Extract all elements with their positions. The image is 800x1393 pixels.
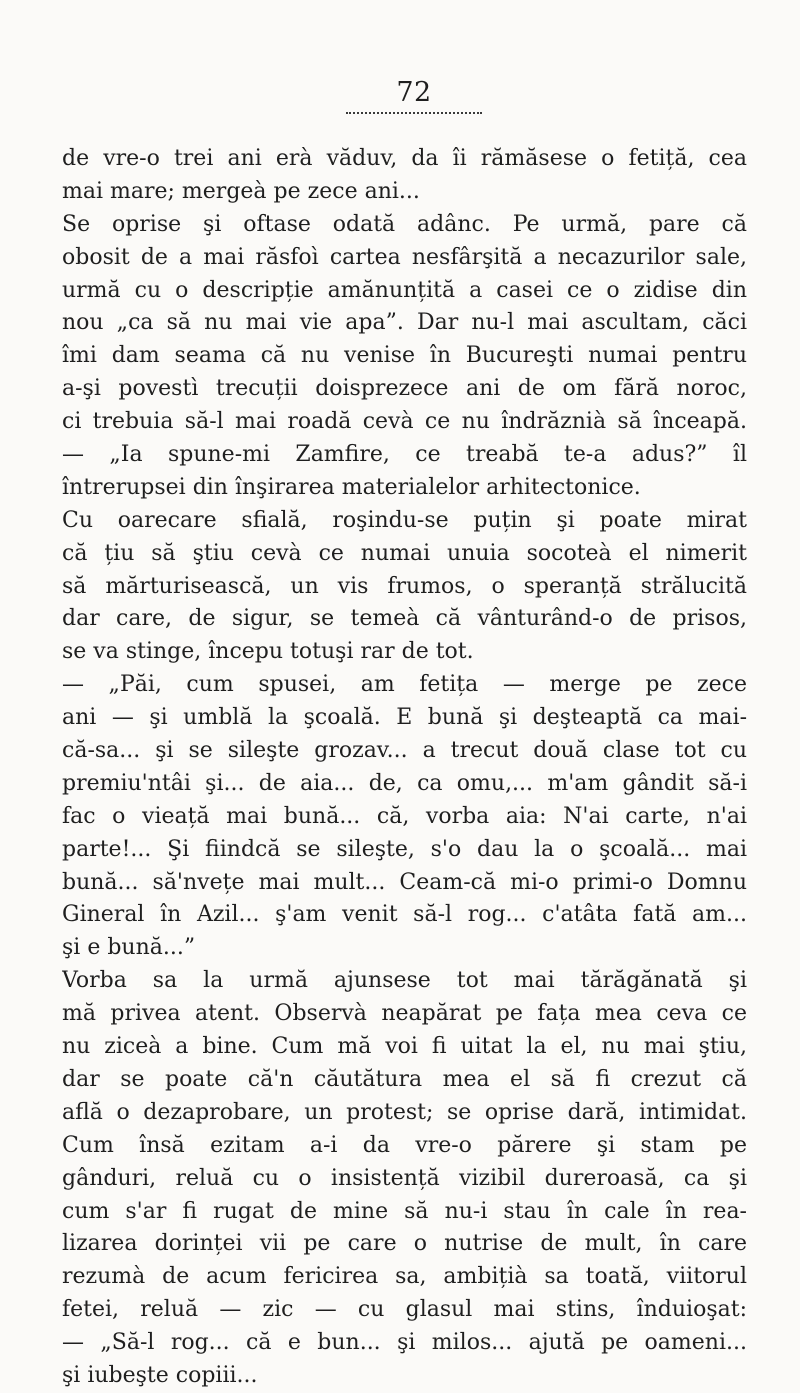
- text-line: mai mare; mergeà pe zece ani...: [62, 178, 420, 204]
- text-line: de vre-o trei ani erà văduv, da îi rămăsese o fetiță, cea: [62, 146, 747, 171]
- page-number: 72: [396, 77, 432, 108]
- text-line: Cu oarecare sfială, roşindu-se puțin şi poate mirat: [62, 507, 747, 533]
- text-line: ani — şi umblă la şcoală. E bună şi deşteaptă ca mai-: [62, 705, 747, 731]
- text-line: Cum însă ezitam a-i da vre-o părere şi stam pe: [62, 1132, 747, 1158]
- text-line: Vorba sa la urmă ajunsese tot mai tărăgănată şi: [62, 968, 747, 994]
- text-line: lizarea dorinței vii pe care o nutrise de mult, în care: [62, 1231, 747, 1257]
- text-line: rezumà de acum fericirea sa, ambițià sa toată, viitorul: [62, 1264, 747, 1290]
- body-text: [62, 143, 747, 1393]
- text-line: — „Să-l rog... că e bun... şi milos... ajută pe oameni...: [62, 1330, 747, 1356]
- text-line: nu ziceà a bine. Cum mă voi fi uitat la el, nu mai ştiu,: [62, 1034, 747, 1060]
- text-line: — „Ia spune-mi Zamfire, ce treabă te-a adus?” îl: [62, 442, 747, 468]
- text-line: se va stinge, începu totuşi rar de tot.: [62, 639, 474, 665]
- text-line: mă privea atent. Observà neapărat pe fața mea ceva ce: [62, 1001, 747, 1027]
- page-header: [344, 78, 484, 114]
- text-line: Se oprise şi oftase odată adânc. Pe urmă, pare că: [62, 211, 747, 237]
- text-line: şi e bună...”: [62, 935, 196, 961]
- text-line: parte!... Şi fiindcă se sileşte, s'o dau la o şcoală... mai: [62, 836, 747, 862]
- text-line: a-şi povestì trecuții doisprezece ani de om fără noroc,: [62, 376, 747, 402]
- text-line: fetei, reluă — zic — cu glasul mai stins, înduioşat:: [62, 1297, 747, 1323]
- text-line: Gineral în Azil... ş'am venit să-l rog... c'atâta fată am...: [62, 902, 747, 928]
- text-line: că țiu să ştiu cevà ce numai unuia socoteà el nimerit: [62, 540, 747, 566]
- text-line: fac o vieață mai bună... că, vorba aia: N'ai carte, n'ai: [62, 803, 747, 829]
- text-line: bună... să'nvețe mai mult... Ceam-că mi-o primi-o Domnu: [62, 869, 747, 895]
- text-line: îmi dam seama că nu venise în Bucureşti numai pentru: [62, 343, 747, 369]
- text-line: gânduri, reluă cu o insistență vizibil dureroasă, ca şi: [62, 1165, 747, 1191]
- text-line: şi iubeşte copiii...: [62, 1362, 258, 1388]
- text-line: — „Păi, cum spusei, am fetița — merge pe zece: [62, 672, 747, 698]
- text-line: obosit de a mai răsfoì cartea nesfârşită a necazurilor sale,: [62, 244, 747, 270]
- text-line: ci trebuia să-l mai roadă cevà ce nu îndrăznià să înceapă.: [62, 409, 747, 435]
- page-number-rule: [346, 112, 482, 114]
- text-line: cum s'ar fi rugat de mine să nu-i stau în cale în rea-: [62, 1198, 747, 1224]
- text-line: să mărturisească, un vis frumos, o speranță strălucită: [62, 573, 747, 599]
- text-line: dar care, de sigur, se temeà că vânturând-o de prisos,: [62, 606, 747, 632]
- text-line: premiu'ntâi şi... de aia... de, ca omu,... m'am gândit să-i: [62, 770, 747, 796]
- text-line: urmă cu o descripție amănunțită a casei ce o zidise din: [62, 277, 747, 303]
- text-line: că-sa... şi se sileşte grozav... a trecut două clase tot cu: [62, 738, 747, 764]
- text-line: dar se poate că'n căutătura mea el să fi crezut că: [62, 1066, 747, 1092]
- text-line: află o dezaprobare, un protest; se oprise dară, intimidat.: [62, 1099, 747, 1125]
- text-line: nou „ca să nu mai vie apa”. Dar nu-l mai ascultam, căci: [62, 310, 747, 336]
- text-line: întrerupsei din înşirarea materialelor arhitectonice.: [62, 474, 641, 500]
